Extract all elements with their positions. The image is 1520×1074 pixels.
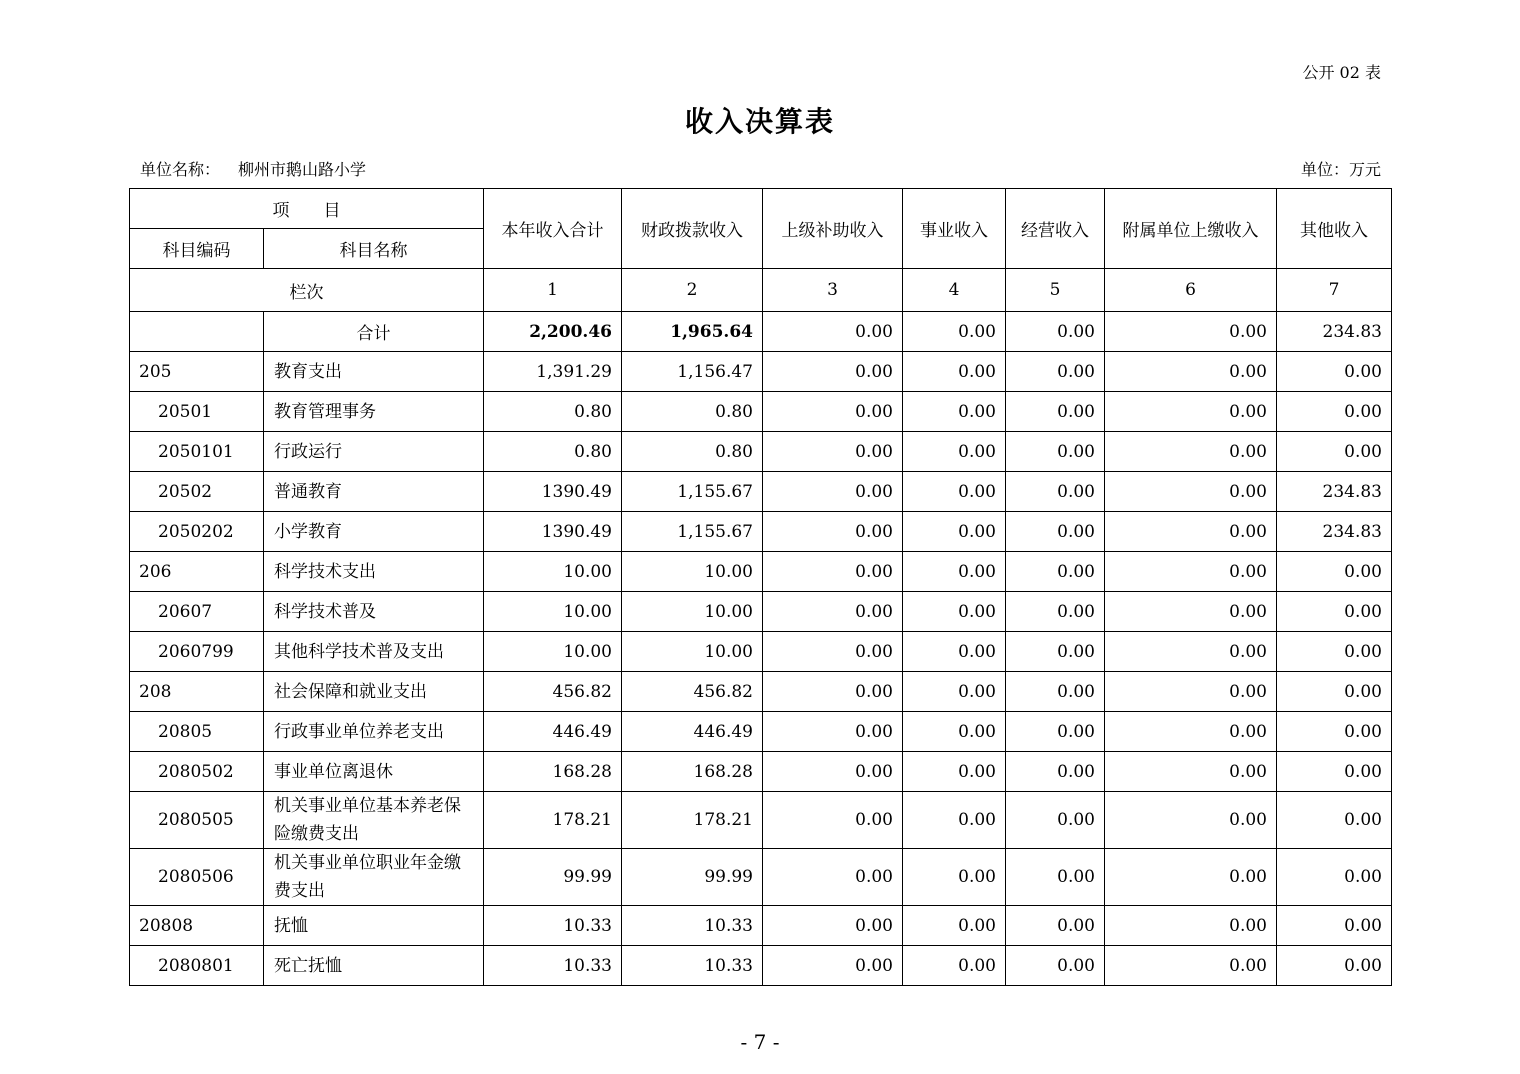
currency-unit: 单位：万元 (1300, 160, 1381, 179)
amount-cell: 0.00 (1006, 352, 1105, 392)
total-code-cell (130, 312, 264, 352)
total-row (130, 312, 1392, 352)
amount-cell: 0.00 (903, 792, 1006, 849)
column-index: 6 (1105, 269, 1277, 312)
column-index: 2 (622, 269, 763, 312)
total-value: 0.00 (763, 312, 903, 352)
amount-cell: 178.21 (622, 792, 763, 849)
header-col: 本年收入合计 (484, 189, 622, 269)
amount-cell: 10.33 (484, 946, 622, 986)
amount-cell: 0.00 (1006, 552, 1105, 592)
amount-cell: 0.00 (1006, 672, 1105, 712)
header-code: 科目编码 (130, 229, 264, 269)
table-row (130, 352, 1392, 392)
page-title: 收入决算表 (684, 105, 835, 138)
amount-cell: 10.00 (622, 552, 763, 592)
amount-cell: 10.00 (484, 552, 622, 592)
amount-cell: 0.00 (1006, 946, 1105, 986)
income-table (129, 188, 1392, 986)
subject-code: 2080506 (130, 849, 264, 906)
amount-cell: 0.00 (1277, 672, 1392, 712)
amount-cell: 0.00 (1006, 752, 1105, 792)
amount-cell: 0.00 (763, 432, 903, 472)
table-row (130, 906, 1392, 946)
amount-cell: 0.00 (1105, 906, 1277, 946)
amount-cell: 0.00 (763, 592, 903, 632)
amount-cell: 0.00 (1277, 432, 1392, 472)
header-name: 科目名称 (264, 229, 484, 269)
amount-cell: 0.00 (763, 352, 903, 392)
table-row (130, 392, 1392, 432)
amount-cell: 0.00 (763, 849, 903, 906)
table-row (130, 632, 1392, 672)
subject-code: 20607 (130, 592, 264, 632)
amount-cell: 0.00 (1105, 632, 1277, 672)
subject-code: 208 (130, 672, 264, 712)
table-row (130, 432, 1392, 472)
amount-cell: 0.00 (1105, 432, 1277, 472)
amount-cell: 0.00 (1006, 792, 1105, 849)
column-index: 3 (763, 269, 903, 312)
table-row (130, 672, 1392, 712)
subject-name: 科学技术普及 (264, 592, 484, 632)
subject-code: 2080505 (130, 792, 264, 849)
column-index-label: 栏次 (130, 269, 484, 312)
page-number: - 7 - (740, 1030, 780, 1054)
amount-cell: 0.00 (1277, 592, 1392, 632)
subject-code: 20501 (130, 392, 264, 432)
subject-name: 小学教育 (264, 512, 484, 552)
amount-cell: 0.00 (1277, 849, 1392, 906)
amount-cell: 0.00 (1006, 472, 1105, 512)
amount-cell: 0.00 (1105, 472, 1277, 512)
amount-cell: 0.00 (903, 552, 1006, 592)
header-col: 附属单位上缴收入 (1105, 189, 1277, 269)
amount-cell: 0.00 (1277, 906, 1392, 946)
amount-cell: 0.00 (1277, 792, 1392, 849)
amount-cell: 446.49 (484, 712, 622, 752)
subject-name: 行政运行 (264, 432, 484, 472)
amount-cell: 0.00 (1105, 392, 1277, 432)
total-label: 合计 (264, 312, 484, 352)
column-index: 4 (903, 269, 1006, 312)
amount-cell: 10.33 (622, 906, 763, 946)
table-row (130, 552, 1392, 592)
amount-cell: 0.00 (1006, 392, 1105, 432)
column-index: 1 (484, 269, 622, 312)
table-row (130, 752, 1392, 792)
subject-name: 死亡抚恤 (264, 946, 484, 986)
amount-cell: 0.00 (903, 592, 1006, 632)
amount-cell: 10.00 (622, 632, 763, 672)
total-value: 1,965.64 (622, 312, 763, 352)
amount-cell: 0.80 (484, 432, 622, 472)
subject-code: 20808 (130, 906, 264, 946)
amount-cell: 0.00 (903, 906, 1006, 946)
subject-name: 机关事业单位基本养老保险缴费支出 (264, 792, 484, 849)
unit-name-value: 柳州市鹅山路小学 (238, 160, 367, 179)
amount-cell: 10.00 (622, 592, 763, 632)
amount-cell: 1390.49 (484, 472, 622, 512)
table-row (130, 849, 1392, 906)
amount-cell: 1,156.47 (622, 352, 763, 392)
total-value: 234.83 (1277, 312, 1392, 352)
unit-name-line (140, 157, 384, 180)
amount-cell: 0.80 (622, 432, 763, 472)
subject-name: 教育支出 (264, 352, 484, 392)
amount-cell: 0.80 (484, 392, 622, 432)
amount-cell: 1,155.67 (622, 472, 763, 512)
subject-name: 事业单位离退休 (264, 752, 484, 792)
total-value: 0.00 (1105, 312, 1277, 352)
amount-cell: 0.00 (1277, 946, 1392, 986)
amount-cell: 234.83 (1277, 472, 1392, 512)
header-item: 项 目 (130, 189, 484, 229)
amount-cell: 0.00 (903, 392, 1006, 432)
amount-cell: 456.82 (622, 672, 763, 712)
amount-cell: 0.00 (1277, 632, 1392, 672)
subject-name: 教育管理事务 (264, 392, 484, 432)
column-index: 5 (1006, 269, 1105, 312)
amount-cell: 0.00 (903, 352, 1006, 392)
subject-code: 2050101 (130, 432, 264, 472)
amount-cell: 0.00 (903, 632, 1006, 672)
amount-cell: 0.00 (763, 712, 903, 752)
amount-cell: 0.80 (622, 392, 763, 432)
total-value: 0.00 (903, 312, 1006, 352)
amount-cell: 0.00 (763, 632, 903, 672)
subject-name: 社会保障和就业支出 (264, 672, 484, 712)
table-row (130, 592, 1392, 632)
amount-cell: 0.00 (1277, 392, 1392, 432)
subject-name: 普通教育 (264, 472, 484, 512)
amount-cell: 0.00 (1105, 592, 1277, 632)
amount-cell: 99.99 (484, 849, 622, 906)
subject-name: 其他科学技术普及支出 (264, 632, 484, 672)
amount-cell: 0.00 (1277, 752, 1392, 792)
amount-cell: 0.00 (1277, 712, 1392, 752)
header-col: 经营收入 (1006, 189, 1105, 269)
amount-cell: 0.00 (903, 512, 1006, 552)
amount-cell: 0.00 (1105, 712, 1277, 752)
table-row (130, 712, 1392, 752)
amount-cell: 0.00 (763, 752, 903, 792)
amount-cell: 10.33 (622, 946, 763, 986)
amount-cell: 0.00 (763, 552, 903, 592)
amount-cell: 0.00 (1006, 512, 1105, 552)
header-col: 上级补助收入 (763, 189, 903, 269)
table-row (130, 512, 1392, 552)
amount-cell: 0.00 (763, 906, 903, 946)
subject-code: 20502 (130, 472, 264, 512)
amount-cell: 0.00 (1006, 432, 1105, 472)
amount-cell: 0.00 (1105, 672, 1277, 712)
amount-cell: 0.00 (1105, 752, 1277, 792)
subject-code: 2080502 (130, 752, 264, 792)
subject-code: 206 (130, 552, 264, 592)
amount-cell: 0.00 (903, 712, 1006, 752)
amount-cell: 99.99 (622, 849, 763, 906)
subject-code: 2080801 (130, 946, 264, 986)
amount-cell: 0.00 (903, 672, 1006, 712)
subject-code: 205 (130, 352, 264, 392)
amount-cell: 10.00 (484, 632, 622, 672)
amount-cell: 0.00 (1105, 792, 1277, 849)
amount-cell: 10.00 (484, 592, 622, 632)
subject-code: 20805 (130, 712, 264, 752)
form-number: 公开 02 表 (1302, 63, 1381, 82)
amount-cell: 0.00 (1105, 512, 1277, 552)
amount-cell: 446.49 (622, 712, 763, 752)
total-value: 2,200.46 (484, 312, 622, 352)
unit-name-label: 单位名称： (140, 160, 221, 179)
amount-cell: 0.00 (903, 946, 1006, 986)
total-value: 0.00 (1006, 312, 1105, 352)
subject-code: 2050202 (130, 512, 264, 552)
amount-cell: 0.00 (903, 752, 1006, 792)
table-row (130, 946, 1392, 986)
subject-name: 机关事业单位职业年金缴费支出 (264, 849, 484, 906)
amount-cell: 0.00 (763, 792, 903, 849)
table-row (130, 472, 1392, 512)
amount-cell: 0.00 (903, 432, 1006, 472)
amount-cell: 0.00 (1006, 849, 1105, 906)
header-col: 其他收入 (1277, 189, 1392, 269)
header-col: 事业收入 (903, 189, 1006, 269)
amount-cell: 0.00 (1105, 946, 1277, 986)
amount-cell: 0.00 (1006, 712, 1105, 752)
amount-cell: 0.00 (1006, 632, 1105, 672)
amount-cell: 0.00 (1105, 552, 1277, 592)
amount-cell: 0.00 (1277, 552, 1392, 592)
amount-cell: 456.82 (484, 672, 622, 712)
amount-cell: 0.00 (1006, 906, 1105, 946)
amount-cell: 0.00 (1105, 352, 1277, 392)
subject-code: 2060799 (130, 632, 264, 672)
column-index: 7 (1277, 269, 1392, 312)
subject-name: 抚恤 (264, 906, 484, 946)
amount-cell: 0.00 (903, 849, 1006, 906)
amount-cell: 0.00 (1006, 592, 1105, 632)
amount-cell: 0.00 (1105, 849, 1277, 906)
amount-cell: 0.00 (763, 392, 903, 432)
amount-cell: 0.00 (1277, 352, 1392, 392)
amount-cell: 168.28 (484, 752, 622, 792)
amount-cell: 168.28 (622, 752, 763, 792)
amount-cell: 0.00 (763, 472, 903, 512)
subject-name: 科学技术支出 (264, 552, 484, 592)
amount-cell: 1,391.29 (484, 352, 622, 392)
amount-cell: 0.00 (763, 512, 903, 552)
amount-cell: 1390.49 (484, 512, 622, 552)
amount-cell: 0.00 (763, 946, 903, 986)
table-row (130, 792, 1392, 849)
amount-cell: 0.00 (763, 672, 903, 712)
subject-name: 行政事业单位养老支出 (264, 712, 484, 752)
amount-cell: 0.00 (903, 472, 1006, 512)
header-col: 财政拨款收入 (622, 189, 763, 269)
amount-cell: 178.21 (484, 792, 622, 849)
amount-cell: 234.83 (1277, 512, 1392, 552)
amount-cell: 1,155.67 (622, 512, 763, 552)
amount-cell: 10.33 (484, 906, 622, 946)
